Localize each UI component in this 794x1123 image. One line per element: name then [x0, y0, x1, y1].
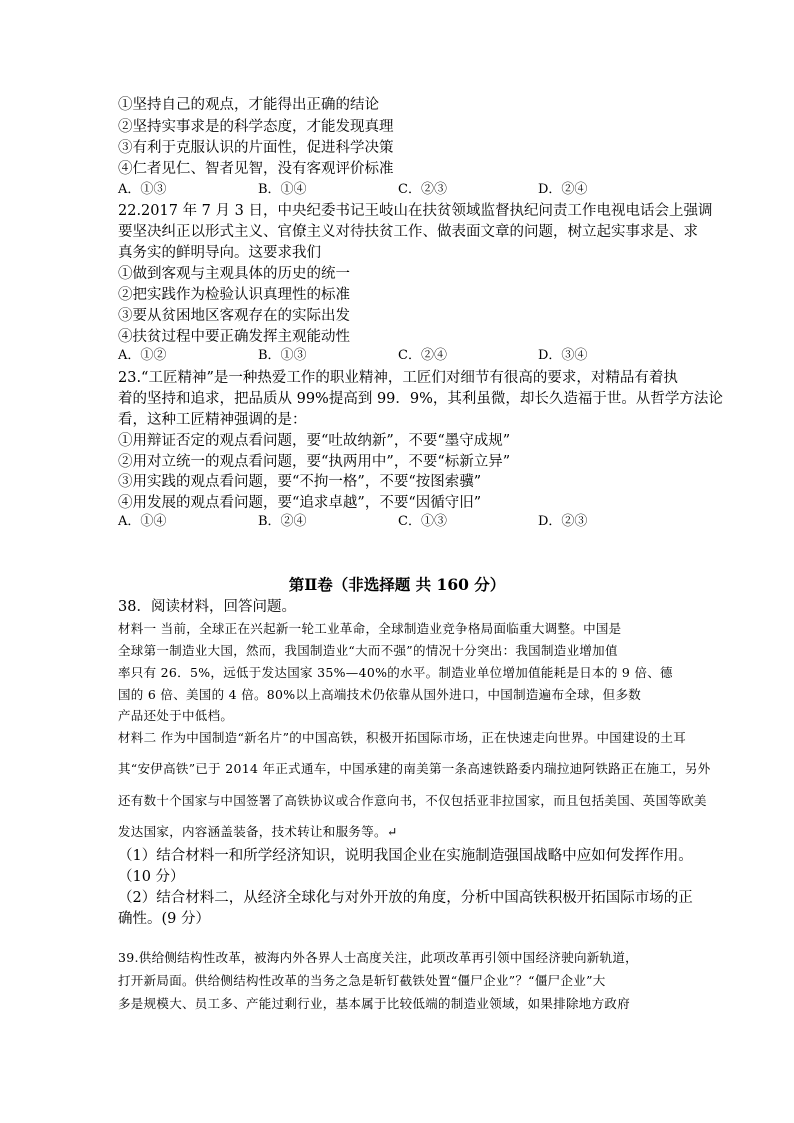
q23-option-b: B．②④	[258, 514, 307, 529]
q38-material1-line-3: 率只有 26．5%，远低于发达国家 35%—40%的水平。制造业单位增加值能耗是日本的 9 倍、德	[118, 665, 673, 680]
q38-question-1: （1）结合材料一和所学经济知识，说明我国企业在实施制造强国战略中应如何发挥作用。	[118, 848, 693, 864]
q38-material1-line-1: 材料一 当前，全球正在兴起新一轮工业革命，全球制造业竞争格局面临重大调整。中国是	[118, 621, 622, 636]
q38-question-2: （2）结合材料二，从经济全球化与对外开放的角度，分析中国高铁积极开拓国际市场的正	[118, 890, 693, 906]
q21-options	[118, 180, 678, 200]
q21-option-c: C．②③	[398, 182, 447, 197]
section-2-title: 第Ⅱ卷（非选择题 共 160 分）	[288, 575, 506, 594]
q22-statement-3: ③要从贫困地区客观存在的实际出发	[118, 308, 350, 324]
q22-stem-line-1: 22.2017 年 7 月 3 日，中央纪委书记王岐山在扶贫领域监督执纪问责工作电视电话会上强调	[118, 203, 713, 219]
q23-stem-line-1: 23.“工匠精神”是一种热爱工作的职业精神，工匠们对细节有很高的要求，对精品有着执	[118, 370, 678, 386]
q21-statement-4: ④仁者见仁、智者见智，没有客观评价标准	[118, 161, 394, 177]
q38-material2-line-2: 其“安伊高铁”已于 2014 年正式通车，中国承建的南美第一条高速铁路委内瑞拉迪阿铁路正在施工，另外	[118, 761, 711, 776]
q23-stem-line-2: 着的坚持和追求，把品质从 99%提高到 99．9%，其利虽微，却长久造福于世。从哲学方法论	[118, 391, 723, 407]
q21-option-b: B．①④	[258, 182, 307, 197]
q21-option-a: A．①③	[118, 182, 167, 197]
q22-option-b: B．①③	[258, 348, 307, 363]
q23-option-c: C．①③	[398, 514, 447, 529]
q39-line-3: 多是规模大、员工多、产能过剩行业，基本属于比较低端的制造业领域，如果排除地方政府	[118, 996, 631, 1011]
q22-statement-1: ①做到客观与主观具体的历史的统一	[118, 266, 350, 282]
q22-option-a: A．①②	[118, 348, 167, 363]
q22-stem-line-2: 要坚决纠正以形式主义、官僚主义对待扶贫工作、做表面文章的问题，树立起实事求是、求	[118, 224, 698, 240]
q38-question-1-score: （10 分）	[118, 869, 185, 885]
q22-statement-2: ②把实践作为检验认识真理性的标准	[118, 287, 350, 303]
q38-material2-line-3: 还有数十个国家与中国签署了高铁协议或合作意向书，不仅包括亚非拉国家，而且包括美国、英国等欧美	[118, 793, 707, 808]
q38-material2-line-1: 材料二 作为中国制造“新名片”的中国高铁，积极开拓国际市场，正在快速走向世界。中国建设的土耳	[118, 730, 687, 745]
q21-option-d: D．②④	[538, 182, 588, 197]
q22-option-c: C．②④	[398, 348, 447, 363]
q39-line-2: 打开新局面。供给侧结构性改革的当务之急是斩钉截铁处置“僵尸企业”？“僵尸企业”大	[118, 973, 606, 988]
q38-material1-line-4: 国的 6 倍、美国的 4 倍。80%以上高端技术仍依靠从国外进口，中国制造遍布全球，但多数	[118, 687, 642, 702]
q39-line-1: 39.供给侧结构性改革，被海内外各界人士高度关注，此项改革再引领中国经济驶向新轨道，	[118, 950, 638, 965]
q21-statement-1: ①坚持自己的观点，才能得出正确的结论	[118, 97, 379, 113]
q38-question-2-cont: 确性。(9 分）	[118, 911, 210, 927]
q23-statement-1: ①用辩证否定的观点看问题，要“吐故纳新”，不要“墨守成规”	[118, 433, 511, 449]
q22-options	[118, 346, 678, 366]
q23-statement-3: ③用实践的观点看问题，要“不拘一格”，不要“按图索骥”	[118, 474, 482, 490]
q23-option-d: D．②③	[538, 514, 588, 529]
q38-intro: 38．阅读材料，回答问题。	[118, 599, 296, 615]
q23-statement-2: ②用对立统一的观点看问题，要“执两用中”，不要“标新立异”	[118, 454, 511, 470]
q21-statement-2: ②坚持实事求是的科学态度，才能发现真理	[118, 119, 394, 135]
q38-material2-line-4: 发达国家，内容涵盖装备，技术转让和服务等。↵	[118, 824, 398, 839]
q23-option-a: A．①④	[118, 514, 167, 529]
q22-stem-line-3: 真务实的鲜明导向。这要求我们	[118, 245, 321, 261]
q38-material1-line-5: 产品还处于中低档。	[118, 708, 234, 723]
q22-statement-4: ④扶贫过程中要正确发挥主观能动性	[118, 329, 350, 345]
q23-options	[118, 512, 678, 532]
q23-stem-line-3: 看，这种工匠精神强调的是：	[118, 412, 307, 428]
q23-statement-4: ④用发展的观点看问题，要“追求卓越”，不要“因循守旧”	[118, 495, 482, 511]
q21-statement-3: ③有利于克服认识的片面性，促进科学决策	[118, 140, 394, 156]
q22-option-d: D．③④	[538, 348, 588, 363]
q38-material1-line-2: 全球第一制造业大国，然而，我国制造业“大而不强”的情况十分突出：我国制造业增加值	[118, 643, 618, 658]
